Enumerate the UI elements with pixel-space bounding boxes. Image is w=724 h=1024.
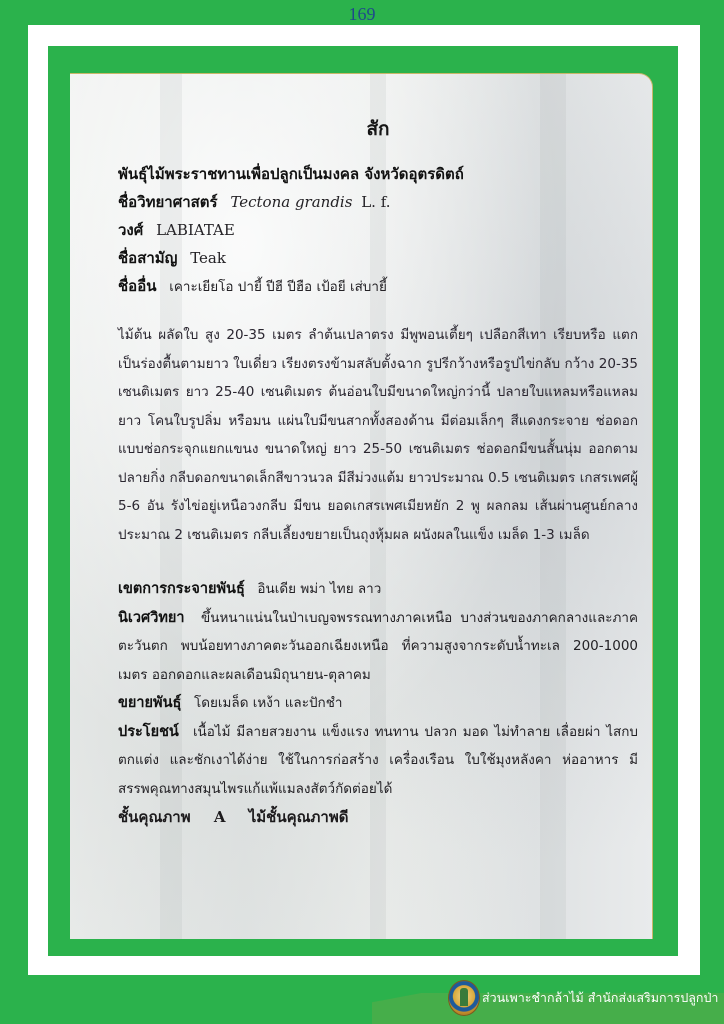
quality-grade-class: A bbox=[213, 808, 226, 826]
footer bbox=[448, 980, 718, 1016]
other-names-value: เคาะเยียโอ ปายี้ ปีฮี ปีฮือ เป้อยี เส่บายี้ bbox=[169, 279, 387, 295]
footer-organization-text: ส่วนเพาะชำกล้าไม้ สำนักส่งเสริมการปลูกป่า bbox=[482, 990, 719, 1005]
scientific-name-row bbox=[118, 188, 638, 216]
royal-forest-department-seal-icon bbox=[448, 980, 480, 1016]
botanical-description: ไม้ต้น ผลัดใบ สูง 20-35 เมตร ลำต้นเปลาตรง มีพูพอนเตี้ยๆ เปลือกสีเทา เรียบหรือ แตกเป็นร่องตื้นตามยาว ใบเดี่ยว เรียงตรงข้ามสลับตั้งฉาก รูปรีกว้างหรือรูปไข่กลับ กว้าง 20-35 เซนติเมตร ยาว 25-40 เซนติเมตร ต้นอ่อนใบมีขนาดใหญ่กว่านี้ ปลายใบแหลมหรือแหลมยาว โคนใบรูปลิ่ม หรือมน แผ่นใบมีขนสากทั้งสองด้าน มีต่อมเล็กๆ สีแดงกระจาย ช่อดอกแบบช่อกระจุกแยกแขนง ขนาดใหญ่ ยาว 25-50 เซนติเมตร ช่อดอกมีขนสั้นนุ่ม ออกตามปลายกิ่ง กลีบดอกขนาดเล็กสีขาวนวล มีสีม่วงแต้ม ยาวประมาณ 0.5 เซนติเมตร เกสรเพศผู้ 5-6 อัน รังไข่อยู่เหนือวงกลีบ มีขน ยอดเกสรเพศเมียหยัก 2 พู ผลกลม เส้นผ่านศูนย์กลางประมาณ 2 เซนติเมตร กลีบเลี้ยงขยายเป็นถุงหุ้มผล ผนังผลในแข็ง เมล็ด 1-3 เมล็ด bbox=[118, 327, 638, 543]
other-names-label: ชื่ออื่น bbox=[118, 277, 157, 295]
ecology-label: นิเวศวิทยา bbox=[118, 608, 185, 626]
page-number: 169 bbox=[348, 4, 376, 24]
quality-grade-label: ชั้นคุณภาพ bbox=[118, 808, 191, 826]
content-panel bbox=[70, 73, 653, 939]
info-section bbox=[118, 575, 638, 831]
common-name-label: ชื่อสามัญ bbox=[118, 249, 178, 267]
propagation-label: ขยายพันธุ์ bbox=[118, 694, 182, 711]
common-name-value: Teak bbox=[190, 249, 226, 267]
distribution-row bbox=[118, 575, 638, 604]
family-label: วงศ์ bbox=[118, 221, 144, 239]
common-name-row bbox=[118, 244, 638, 272]
footer-frame-bottom bbox=[28, 975, 448, 999]
species-sheet bbox=[118, 104, 638, 831]
uses-row bbox=[118, 718, 638, 804]
other-names-row bbox=[118, 272, 638, 301]
quality-grade-value: ไม้ชั้นคุณภาพดี bbox=[248, 808, 349, 826]
scientific-name-label: ชื่อวิทยาศาสตร์ bbox=[118, 193, 218, 211]
distribution-label: เขตการกระจายพันธุ์ bbox=[118, 580, 245, 597]
ecology-row bbox=[118, 604, 638, 690]
propagation-value: โดยเมล็ด เหง้า และปักชำ bbox=[193, 695, 343, 711]
distribution-value: อินเดีย พม่า ไทย ลาว bbox=[257, 581, 382, 597]
species-title: สัก bbox=[366, 118, 390, 140]
scientific-name-value: Tectona grandis bbox=[230, 193, 353, 211]
family-value: LABIATAE bbox=[156, 221, 235, 239]
species-subtitle: พันธุ์ไม้พระราชทานเพื่อปลูกเป็นมงคล จังหวัดอุตรดิตถ์ bbox=[118, 165, 464, 183]
propagation-row bbox=[118, 689, 638, 718]
scientific-name-author: L. f. bbox=[361, 193, 391, 211]
uses-label: ประโยชน์ bbox=[118, 722, 179, 740]
family-row bbox=[118, 216, 638, 244]
ecology-value: ขึ้นหนาแน่นในป่าเบญจพรรณทางภาคเหนือ บางส่วนของภาคกลางและภาคตะวันตก พบน้อยทางภาคตะวันออกเฉียงเหนือ ที่ความสูงจากระดับน้ำทะเล 200-1000 เมตร ออกดอกและผลเดือนมิถุนายน-ตุลาคม bbox=[118, 609, 639, 683]
uses-value: เนื้อไม้ มีลายสวยงาน แข็งแรง ทนทาน ปลวก มอด ไม่ทำลาย เลื่อยผ่า ไสกบตกแต่ง และชักเงาได้ง่าย ใช้ในการก่อสร้าง เครื่องเรือน ใบใช้มุงหลังคา ห่ออาหาร มีสรรพคุณทางสมุนไพรแก้แพ้แมลงสัตว์กัดต่อยได้ bbox=[118, 723, 639, 797]
quality-grade-row bbox=[118, 803, 638, 831]
